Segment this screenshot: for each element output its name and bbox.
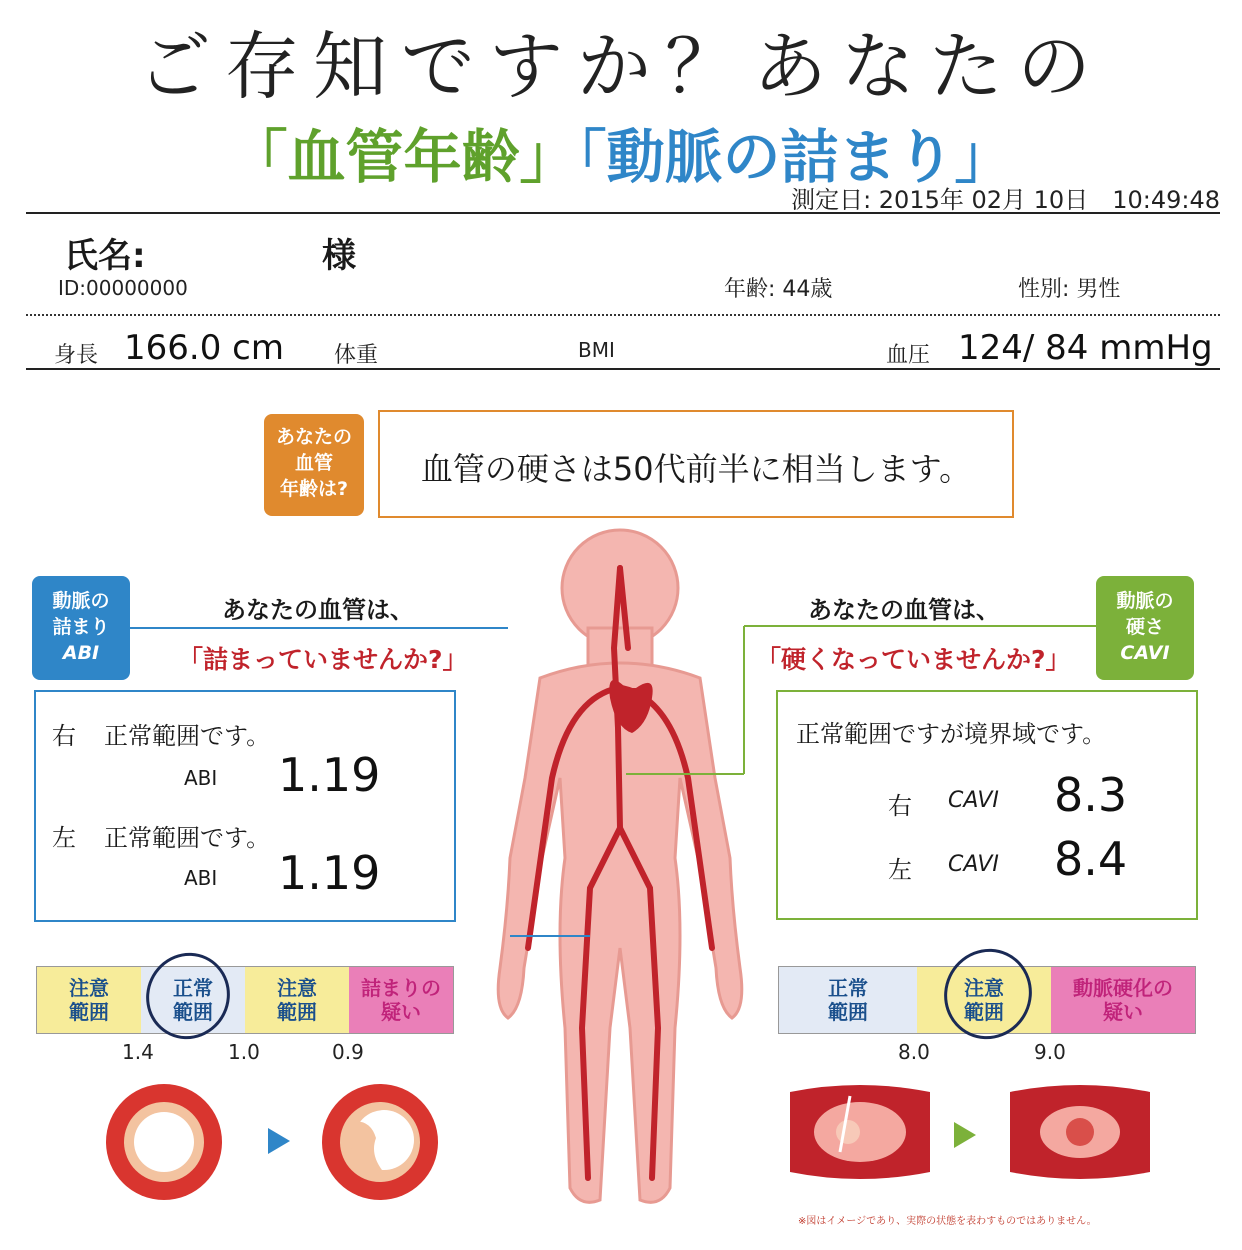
- abi-left-value: 1.19: [278, 846, 381, 900]
- height-label: 身長: [54, 343, 99, 368]
- bmi-label: BMI: [578, 338, 615, 362]
- stiff-artery-icon: [1010, 1082, 1150, 1182]
- cavi-label: CAVI: [948, 788, 999, 813]
- cavi-label: CAVI: [948, 852, 999, 877]
- abi-tick: 1.4: [122, 1040, 154, 1064]
- abi-heading: あなたの血管は、: [222, 596, 414, 624]
- page-title: ご存知ですか？あなたの: [137, 24, 1105, 110]
- cavi-tick: 8.0: [898, 1040, 930, 1064]
- name-label: 氏名:: [64, 236, 146, 276]
- footnote: ※図はイメージであり、実際の状態を表わすものではありません。: [798, 1216, 1097, 1227]
- abi-scale-normal: 正常 範囲: [141, 967, 245, 1033]
- cavi-left-value: 8.4: [1054, 832, 1128, 886]
- abi-right-side: 右: [52, 722, 76, 750]
- vascular-age-message: 血管の硬さは50代前半に相当します。: [420, 450, 972, 488]
- cavi-scale-caution: 注意 範囲: [917, 967, 1051, 1033]
- cavi-tick: 9.0: [1034, 1040, 1066, 1064]
- patient-id: ID:00000000: [58, 276, 188, 300]
- abi-tag: 動脈の 詰まり ABI: [32, 576, 130, 680]
- sex-label: 性別: 男性: [1018, 277, 1121, 302]
- bp-value: 124/ 84 mmHg: [958, 328, 1213, 368]
- cavi-right-value: 8.3: [1054, 768, 1128, 822]
- abi-tick: 0.9: [332, 1040, 364, 1064]
- abi-left-side: 左: [52, 824, 76, 852]
- cavi-status: 正常範囲ですが境界域です。: [796, 720, 1107, 748]
- cavi-heading: あなたの血管は、: [808, 596, 1000, 624]
- height-value: 166.0 cm: [124, 328, 284, 368]
- abi-label: ABI: [184, 866, 218, 890]
- cavi-question: 「硬くなっていませんか?」: [756, 645, 1071, 674]
- abi-scale-caution-low: 注意 範囲: [245, 967, 349, 1033]
- cavi-left-side: 左: [888, 856, 912, 884]
- measure-date: 測定日: 2015年 02月 10日 10:49:48: [791, 186, 1220, 214]
- weight-label: 体重: [334, 343, 379, 368]
- vascular-age-tag: あなたの 血管 年齢は?: [264, 414, 364, 516]
- abi-label: ABI: [184, 766, 218, 790]
- flexible-artery-icon: [790, 1082, 930, 1182]
- cavi-handwritten-circle: [934, 944, 1044, 1054]
- arrow-right-icon: [952, 1120, 978, 1150]
- abi-right-value: 1.19: [278, 748, 381, 802]
- arrow-right-icon: [266, 1126, 292, 1156]
- abi-scale-blockage: 詰まりの 疑い: [349, 967, 453, 1033]
- cavi-scale-sclerosis: 動脈硬化の 疑い: [1051, 967, 1195, 1033]
- bp-label: 血圧: [886, 343, 931, 368]
- abi-question: 「詰まっていませんか?」: [178, 645, 468, 674]
- healthy-artery-icon: [104, 1082, 224, 1202]
- cavi-tag: 動脈の 硬さ CAVI: [1096, 576, 1194, 680]
- subtitle-vascular-age: 「血管年齢」: [229, 123, 578, 191]
- blocked-artery-icon: [320, 1082, 440, 1202]
- abi-handwritten-circle: [140, 948, 240, 1048]
- cavi-right-side: 右: [888, 792, 912, 820]
- abi-scale-caution-high: 注意 範囲: [37, 967, 141, 1033]
- age-label: 年齢: 44歳: [724, 277, 833, 302]
- abi-scale: [36, 966, 454, 1034]
- abi-tick: 1.0: [228, 1040, 260, 1064]
- honorific: 様: [322, 236, 356, 276]
- cavi-scale-normal: 正常 範囲: [779, 967, 917, 1033]
- subtitle-artery-blockage: 「動脈の詰まり」: [577, 123, 1013, 191]
- abi-left-status: 正常範囲です。: [104, 824, 271, 852]
- abi-right-status: 正常範囲です。: [104, 722, 271, 750]
